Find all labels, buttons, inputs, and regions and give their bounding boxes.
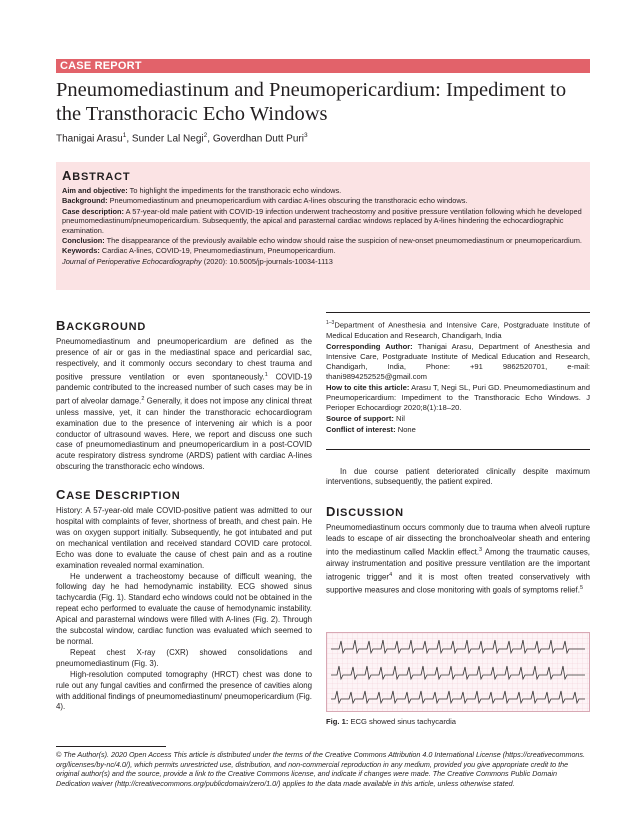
abstract-box	[56, 162, 590, 290]
affiliation-bottom-divider	[326, 449, 590, 450]
how-to-cite: How to cite this article: Arasu T, Negi SL, Puri GD. Pneumomediastinum and Pneumopericardium: Impediment to the Transthoracic Echo Windows. J Perioper Echocardiogr 2020;8(1):18–20.	[326, 382, 590, 412]
discussion-heading: DISCUSSION	[326, 504, 404, 520]
figure-caption: Fig. 1: ECG showed sinus tachycardia	[326, 717, 456, 726]
author-affiliation-sup: 1	[122, 132, 127, 139]
author-affiliation-sup: 2	[203, 132, 208, 139]
case-paragraph-cxr: Repeat chest X-ray (CXR) showed consolidations and pneumomediastinum (Fig. 3).	[56, 647, 312, 668]
abstract-conclusion: Conclusion: The disappearance of the previously available echo window should raise the suspicion of new-onset pneumomediastinum or pneumopericardium.	[62, 236, 582, 246]
author-affiliation-sup: 3	[303, 132, 308, 139]
author-list: Thanigai Arasu$^1$, Sunder Lal Negi$^2$, Goverdhan Dutt Puri$^3$	[56, 132, 308, 145]
article-type-banner: CASE REPORT	[56, 59, 590, 73]
discussion-paragraph: Pneumomediastinum occurs commonly due to trauma when alveoli rupture leads to escape of air dissecting the bronchoalveolar sheath and entering into the mediastinum called Macklin effect.$^3$ Among the traumatic causes, airway instrumentation and positive pressure ventilation are the important iatrogenic trigger$^4$ and it is most often treated conservatively with supportive measures and close monitoring with goals of symptoms relief.$^5$	[326, 523, 590, 595]
ecg-figure	[326, 632, 590, 712]
right-column	[326, 318, 590, 597]
abstract-background: Background: Pneumomediastinum and pneumopericardium with cardiac A-lines obscuring the transthoracic echo windows.	[62, 196, 468, 206]
corresponding-author: Corresponding Author: Thanigai Arasu, Department of Anesthesia and Intensive Care, Postgraduate Institute of Medical Education and Research, Chandigarh, India, Phone: +91 9862520701, e-mail: thani9894252525@gmail.com	[326, 341, 590, 381]
affiliation-text: $^{1-3}$Department of Anesthesia and Intensive Care, Postgraduate Institute of Medical Education and Research, Chandigarh, India	[326, 320, 590, 340]
background-paragraph: Pneumomediastinum and pneumopericardium are defined as the presence of air or gas in the mediastinal space and pericardial sac, respectively, and it commonly occurs secondary to chest trauma and positive pressure ventilation or even spontaneously.$^1$ COVID-19 pandemic contributed to the increased number of such cases may be in part of alveolar damage.$^2$ Generally, it does not impose any clinical threat unless massive, yet, it can hinder the transthoracic echocardiogram examination due to the presence of intervening air which is a poor conductor of ultrasound waves. Here, we report and discuss one such case of pneumomediastinum and pneumopericardium in a post-COVID acute respiratory distress syndrome (ARDS) patient with cardiac A-lines obscuring the transthoracic echo windows.	[56, 337, 312, 472]
conflict-of-interest: Conflict of interest: None	[326, 424, 416, 434]
background-heading: BACKGROUND	[56, 318, 147, 333]
author-name: Goverdhan Dutt Puri	[212, 133, 304, 145]
abstract-aim: Aim and objective: To highlight the impediments for the transthoracic echo windows.	[62, 186, 342, 195]
continuation-paragraph: In due course patient deteriorated clinically despite maximum interventions, subsequently, the patient expired.	[326, 466, 590, 487]
license-footer: © The Author(s). 2020 Open Access This article is distributed under the terms of the Creative Commons Attribution 4.0 International License (https://creativecommons. org/licenses/by-nc/4.0/), which permits unrestricted use, distribution, and non-commercial reproduction in any medium, provided you give appropriate credit to the original author(s) and the source, provide a link to the Creative Commons license, and indicate if changes were made. The Creative Commons Public Domain Dedication waiver (http://creativecommons.org/publicdomain/zero/1.0/) applies to the data made available in this article, unless otherwise stated.	[56, 750, 586, 788]
author-name: Sunder Lal Negi	[131, 133, 204, 145]
abstract-case-description: Case description: A 57-year-old male patient with COVID-19 infection underwent tracheostomy and positive pressure ventilation following which he developed pneumomediastinum/pneumopericardium. Subsequently, the apical and parasternal cardiac windows replaced by A-lines hindering the echocardiographic examination.	[62, 206, 582, 235]
abstract-heading: ABSTRACT	[62, 168, 131, 183]
article-title: Pneumomediastinum and Pneumopericardium: Impediment to the Transthoracic Echo Windows	[56, 79, 567, 125]
author-name: Thanigai Arasu	[56, 133, 123, 145]
case-paragraph-hrct: High-resolution computed tomography (HRCT) chest was done to rule out any fungal cavities and confirmed the presence of cavities along with additional findings of pneumomediastinum/ pneumopericardium (Fig. 4).	[56, 669, 312, 712]
case-description-heading: CASE DESCRIPTION	[56, 487, 181, 503]
case-paragraph-tracheostomy: He underwent a tracheostomy because of difficult weaning, the following day he had hemodynamic instability. ECG showed sinus tachycardia (Fig. 1). Standard echo windows could not be obtained in the repeat echo performed to evaluate the cause of hemodynamic instability. Apical and parasternal windows were filled with A-lines (Fig. 2). Through the subcostal window, cardiac function was evaluated which seemed to be normal.	[56, 571, 312, 646]
affiliation-divider	[326, 312, 590, 313]
case-paragraph-history: History: A 57-year-old male COVID-positive patient was admitted to our hospital with complaints of fever, shortness of breath, and chest pain. He was on oxygen support initially. Subsequently, he got intubated and put on mechanical ventilation and received standard COVID care protocol. Echo was done to evaluate the cause of chest pain and as a routine examination revealed normal examination.	[56, 506, 312, 570]
footer-divider	[56, 746, 166, 747]
ecg-trace-image	[327, 633, 589, 711]
source-of-support: Source of support: Nil	[326, 413, 405, 423]
abstract-citation: Journal of Perioperative Echocardiography (2020): 10.5005/jp-journals-10034-1113	[62, 256, 333, 266]
left-column	[56, 318, 312, 713]
abstract-keywords: Keywords: Cardiac A-lines, COVID-19, Pneumomediastinum, Pneumopericardium.	[62, 246, 336, 256]
